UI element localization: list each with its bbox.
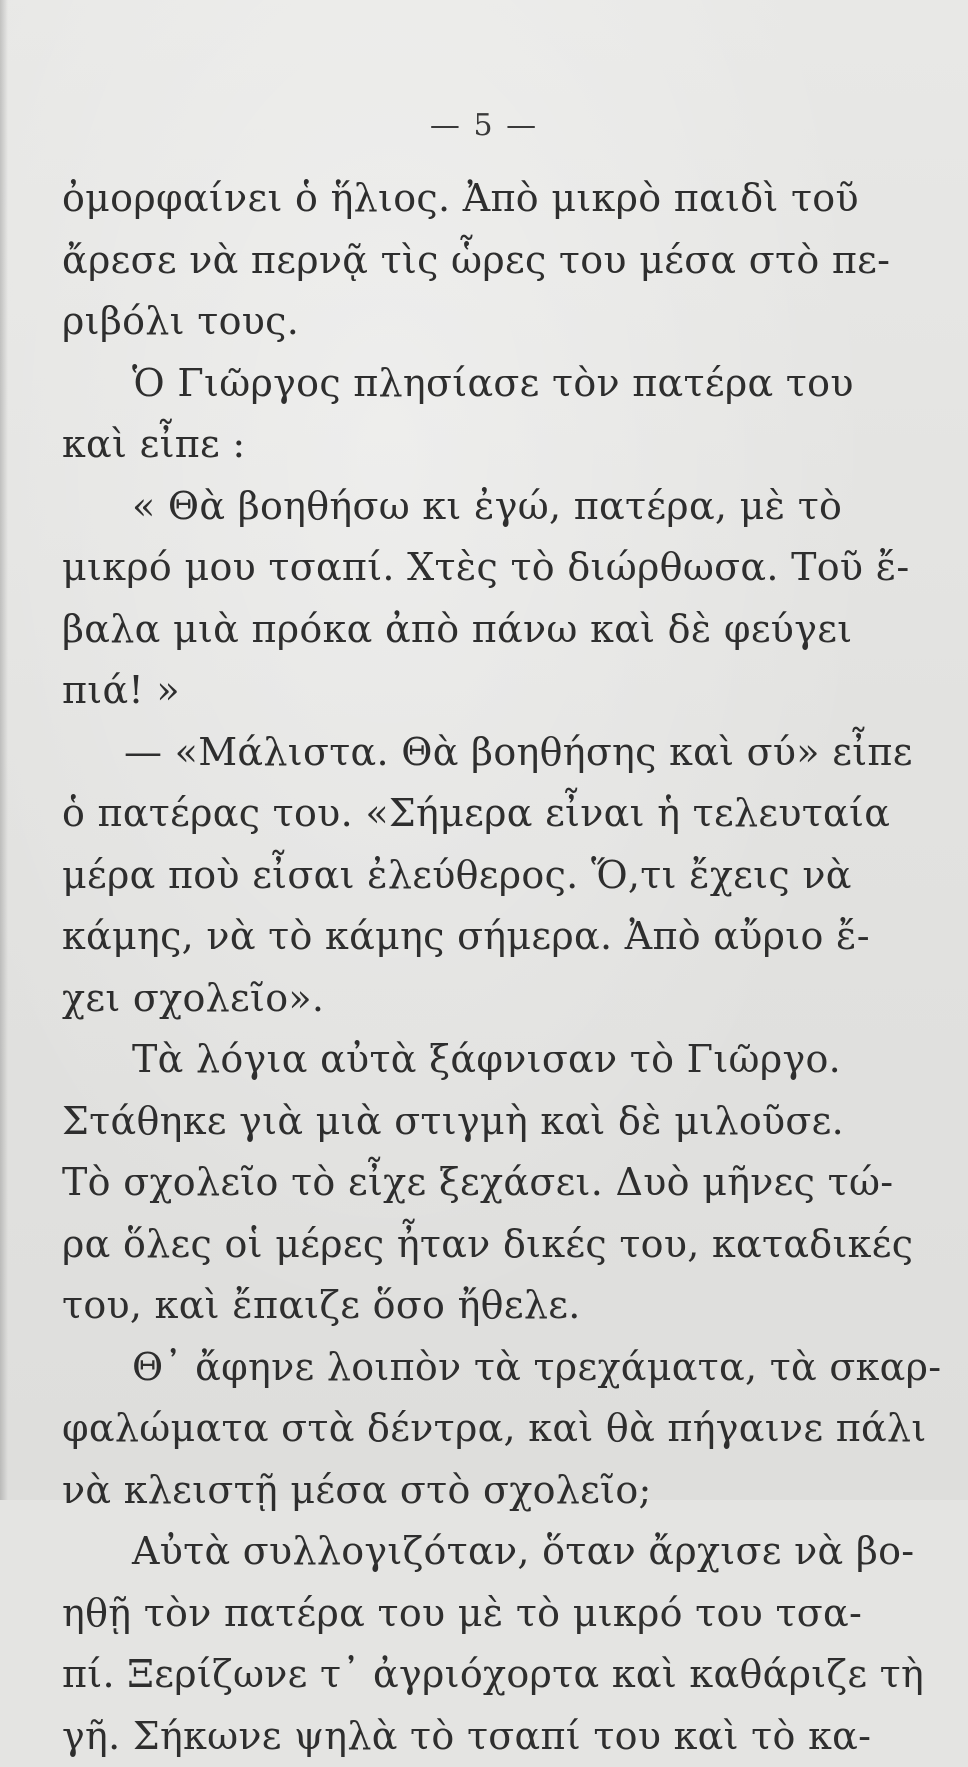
- text-line: πιά! »: [62, 660, 822, 722]
- text-line: « Θὰ βοηθήσω κι ἐγώ, πατέρα, μὲ τὸ: [62, 476, 822, 538]
- body-text: [62, 168, 822, 1767]
- text-line: γῆ. Σήκωνε ψηλὰ τὸ τσαπί του καὶ τὸ κα-: [62, 1706, 822, 1767]
- text-line: Τὰ λόγια αὐτὰ ξάφνισαν τὸ Γιῶργο.: [62, 1029, 822, 1091]
- text-line: του, καὶ ἔπαιζε ὅσο ἤθελε.: [62, 1275, 822, 1337]
- text-line: Τὸ σχολεῖο τὸ εἶχε ξεχάσει. Δυὸ μῆνες τώ-: [62, 1152, 822, 1214]
- text-line: ρα ὅλες οἱ μέρες ἦταν δικές του, καταδικές: [62, 1214, 822, 1276]
- text-line: Θ᾿ ἄφηνε λοιπὸν τὰ τρεχάματα, τὰ σκαρ-: [62, 1337, 822, 1399]
- text-line: Στάθηκε γιὰ μιὰ στιγμὴ καὶ δὲ μιλοῦσε.: [62, 1091, 822, 1153]
- text-line: κάμης, νὰ τὸ κάμης σήμερα. Ἀπὸ αὔριο ἔ-: [62, 906, 822, 968]
- text-line: — «Μάλιστα. Θὰ βοηθήσης καὶ σύ» εἶπε: [62, 722, 822, 784]
- text-line: ριβόλι τους.: [62, 291, 822, 353]
- text-line: μέρα ποὺ εἶσαι ἐλεύθερος. Ὅ,τι ἔχεις νὰ: [62, 845, 822, 907]
- text-line: πί. Ξερίζωνε τ᾿ ἀγριόχορτα καὶ καθάριζε τὴ: [62, 1644, 822, 1706]
- text-line: μικρό μου τσαπί. Χτὲς τὸ διώρθωσα. Τοῦ ἔ-: [62, 537, 822, 599]
- text-line: ὀμορφαίνει ὁ ἥλιος. Ἀπὸ μικρὸ παιδὶ τοῦ: [62, 168, 822, 230]
- text-line: ὁ πατέρας του. «Σήμερα εἶναι ἡ τελευταία: [62, 783, 822, 845]
- page-edge-shadow: [0, 0, 8, 1500]
- text-line: Ὁ Γιῶργος πλησίασε τὸν πατέρα του: [62, 353, 822, 415]
- text-line: ἄρεσε νὰ περνᾷ τὶς ὧρες του μέσα στὸ πε-: [62, 230, 822, 292]
- text-line: χει σχολεῖο».: [62, 968, 822, 1030]
- text-line: βαλα μιὰ πρόκα ἀπὸ πάνω καὶ δὲ φεύγει: [62, 599, 822, 661]
- text-line: ηθῇ τὸν πατέρα του μὲ τὸ μικρό του τσα-: [62, 1583, 822, 1645]
- text-line: καὶ εἶπε :: [62, 414, 822, 476]
- page-number: — 5 —: [0, 108, 968, 143]
- text-line: φαλώματα στὰ δέντρα, καὶ θὰ πήγαινε πάλι: [62, 1398, 822, 1460]
- text-line: νὰ κλειστῇ μέσα στὸ σχολεῖο;: [62, 1460, 822, 1522]
- text-line: Αὐτὰ συλλογιζόταν, ὅταν ἄρχισε νὰ βο-: [62, 1521, 822, 1583]
